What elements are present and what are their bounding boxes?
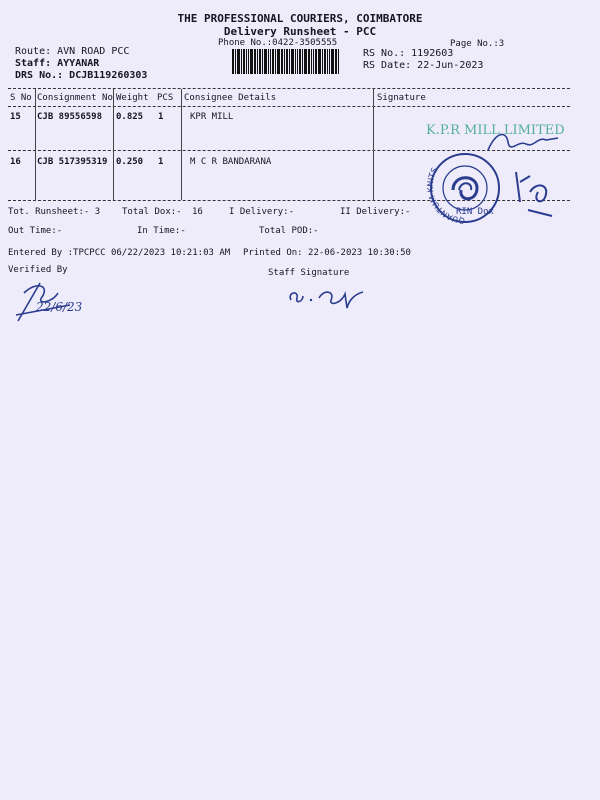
- total-dox-label: Total Dox:-: [122, 207, 182, 217]
- company-stamp-text: K.P.R MILL LIMITED: [426, 123, 565, 138]
- table-header-rule: [8, 106, 570, 107]
- staff-label: Staff: AYYANAR: [15, 58, 100, 69]
- total-dox-value: 16: [192, 207, 203, 217]
- page-number: Page No.:3: [450, 39, 505, 49]
- route-label: Route: AVN ROAD PCC: [15, 46, 130, 57]
- row-pcs: 1: [158, 112, 164, 122]
- table-top-rule: [8, 88, 570, 89]
- header-sno: S No: [10, 93, 32, 103]
- column-divider: [35, 89, 36, 200]
- out-time: Out Time:-: [8, 226, 63, 236]
- header-weight: Weight: [116, 93, 149, 103]
- entered-by: Entered By :TPCPCC 06/22/2023 10:21:03 AM: [8, 248, 231, 258]
- handwritten-initials: [508, 162, 568, 220]
- row-consignment: CJB 89556598: [37, 112, 103, 122]
- row-sno: 15: [10, 112, 21, 122]
- in-time: In Time:-: [137, 226, 186, 236]
- i-delivery: I Delivery:-: [229, 207, 295, 217]
- total-runsheet: Tot. Runsheet:- 3: [8, 207, 101, 217]
- phone-number: Phone No.:0422-3505555: [218, 38, 338, 48]
- row-consignee: KPR MILL: [190, 112, 234, 122]
- column-divider: [113, 89, 114, 200]
- row-weight: 0.250: [116, 157, 144, 167]
- rs-number: RS No.: 1192603: [363, 48, 454, 59]
- header-pcs: PCS: [157, 93, 174, 103]
- drs-number: DRS No.: DCJB119260303: [15, 70, 148, 81]
- header-consignee: Consignee Details: [184, 93, 277, 103]
- verify-date-text: 22/6/23: [36, 300, 83, 314]
- row-consignee: M C R BANDARANA: [190, 157, 272, 167]
- company-title: THE PROFESSIONAL COURIERS, COIMBATORE: [177, 12, 423, 25]
- total-pod: Total POD:-: [259, 226, 319, 236]
- row-weight: 0.825: [116, 112, 144, 122]
- row-consignment: CJB 517395319: [37, 157, 108, 167]
- row-sno: 16: [10, 157, 21, 167]
- barcode: [232, 49, 354, 74]
- header-signature: Signature: [377, 93, 426, 103]
- row-pcs: 1: [158, 157, 164, 167]
- rs-date: RS Date: 22-Jun-2023: [363, 60, 484, 71]
- stamp-ring-text: QUANTUM KNITS: [425, 166, 466, 226]
- round-stamp: [415, 148, 515, 230]
- column-divider: [181, 89, 182, 200]
- staff-signature-label: Staff Signature: [268, 268, 350, 278]
- header-consignment: Consignment No: [37, 93, 113, 103]
- rin-dox-mark: RIN Dox: [456, 207, 494, 217]
- verified-by-label: Verified By: [8, 265, 68, 275]
- printed-on: Printed On: 22-06-2023 10:30:50: [243, 248, 411, 258]
- column-divider: [373, 89, 374, 200]
- document-title: Delivery Runsheet - PCC: [223, 25, 377, 38]
- ii-delivery: II Delivery:-: [340, 207, 411, 217]
- staff-signature: [285, 282, 365, 312]
- verified-signature: [10, 275, 120, 325]
